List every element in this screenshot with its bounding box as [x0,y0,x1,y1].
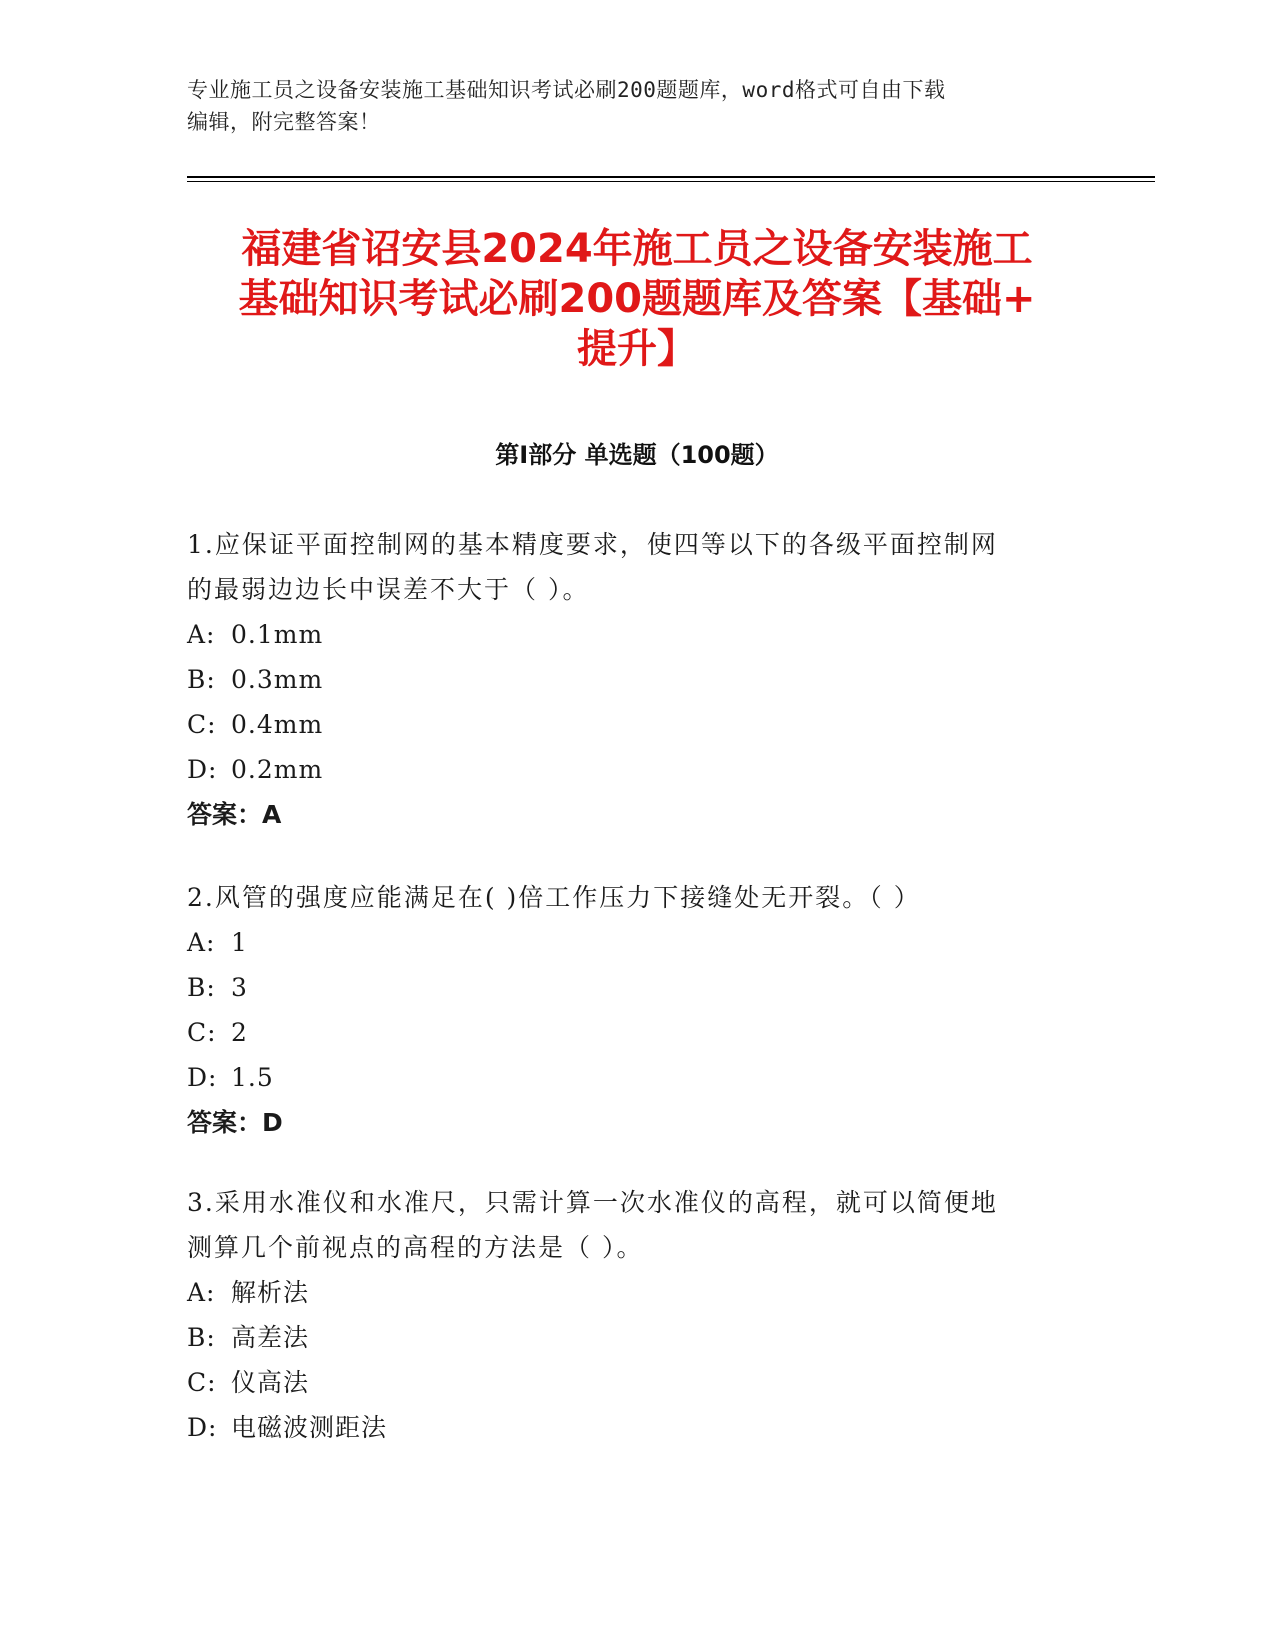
option-text: 高差法 [231,1323,310,1352]
question-1 [187,522,1067,837]
option-text: 解析法 [231,1278,310,1307]
option-letter: A: [187,928,216,957]
question-1-option-d [187,747,1067,792]
option-text: 0.1mm [231,620,324,649]
option-letter: B: [187,665,216,694]
question-3-text-line-1: 3.采用水准仪和水准尺，只需计算一次水准仪的高程，就可以简便地 [187,1188,998,1217]
question-3-option-b [187,1315,1067,1360]
question-2-option-a [187,920,1067,965]
question-3-option-c [187,1360,1067,1405]
option-text: 2 [231,1018,248,1047]
document-title-line-1: 福建省诏安县2024年施工员之设备安装施工 [241,226,1033,272]
question-2-text-line-1: 2.风管的强度应能满足在( )倍工作压力下接缝处无开裂。（ ） [187,883,921,912]
question-1-text-line-1: 1.应保证平面控制网的基本精度要求，使四等以下的各级平面控制网 [187,530,998,559]
document-title [187,224,1087,374]
option-text: 3 [231,973,248,1002]
option-letter: A: [187,1278,216,1307]
question-1-option-b [187,657,1067,702]
header-note-line-1: 专业施工员之设备安装施工基础知识考试必刷200题题库，word格式可自由下载 [187,78,946,102]
option-letter: B: [187,973,216,1002]
question-1-option-a [187,612,1067,657]
option-letter: D: [187,1413,218,1442]
question-2-option-c [187,1010,1067,1055]
option-text: 1 [231,928,248,957]
question-2 [187,875,1067,1145]
option-text: 0.3mm [231,665,324,694]
question-3 [187,1180,1067,1450]
question-3-text-line-2: 测算几个前视点的高程的方法是（ ）。 [187,1233,644,1262]
question-2-option-b [187,965,1067,1010]
option-text: 0.4mm [231,710,324,739]
header-note-line-2: 编辑，附完整答案！ [187,110,381,134]
question-2-answer: 答案：D [187,1108,283,1137]
option-letter: B: [187,1323,216,1352]
option-text: 仪高法 [231,1368,310,1397]
option-letter: C: [187,1018,217,1047]
header-divider-thick [187,176,1155,178]
question-1-answer: 答案：A [187,800,282,829]
header-divider-thin [187,181,1155,182]
option-letter: A: [187,620,216,649]
document-title-line-2: 基础知识考试必刷200题题库及答案【基础+ [238,276,1036,322]
option-text: 1.5 [231,1063,274,1092]
option-letter: C: [187,710,217,739]
question-3-option-d [187,1405,1067,1450]
document-title-line-3: 提升】 [577,326,697,372]
header-note [187,74,1087,138]
option-text: 0.2mm [231,755,324,784]
question-2-option-d [187,1055,1067,1100]
section-title: 第Ⅰ部分 单选题（100题） [495,441,779,469]
option-letter: D: [187,755,218,784]
option-letter: C: [187,1368,217,1397]
question-1-option-c [187,702,1067,747]
option-letter: D: [187,1063,218,1092]
option-text: 电磁波测距法 [231,1413,388,1442]
question-1-text-line-2: 的最弱边边长中误差不大于（ ）。 [187,575,590,604]
question-3-option-a [187,1270,1067,1315]
